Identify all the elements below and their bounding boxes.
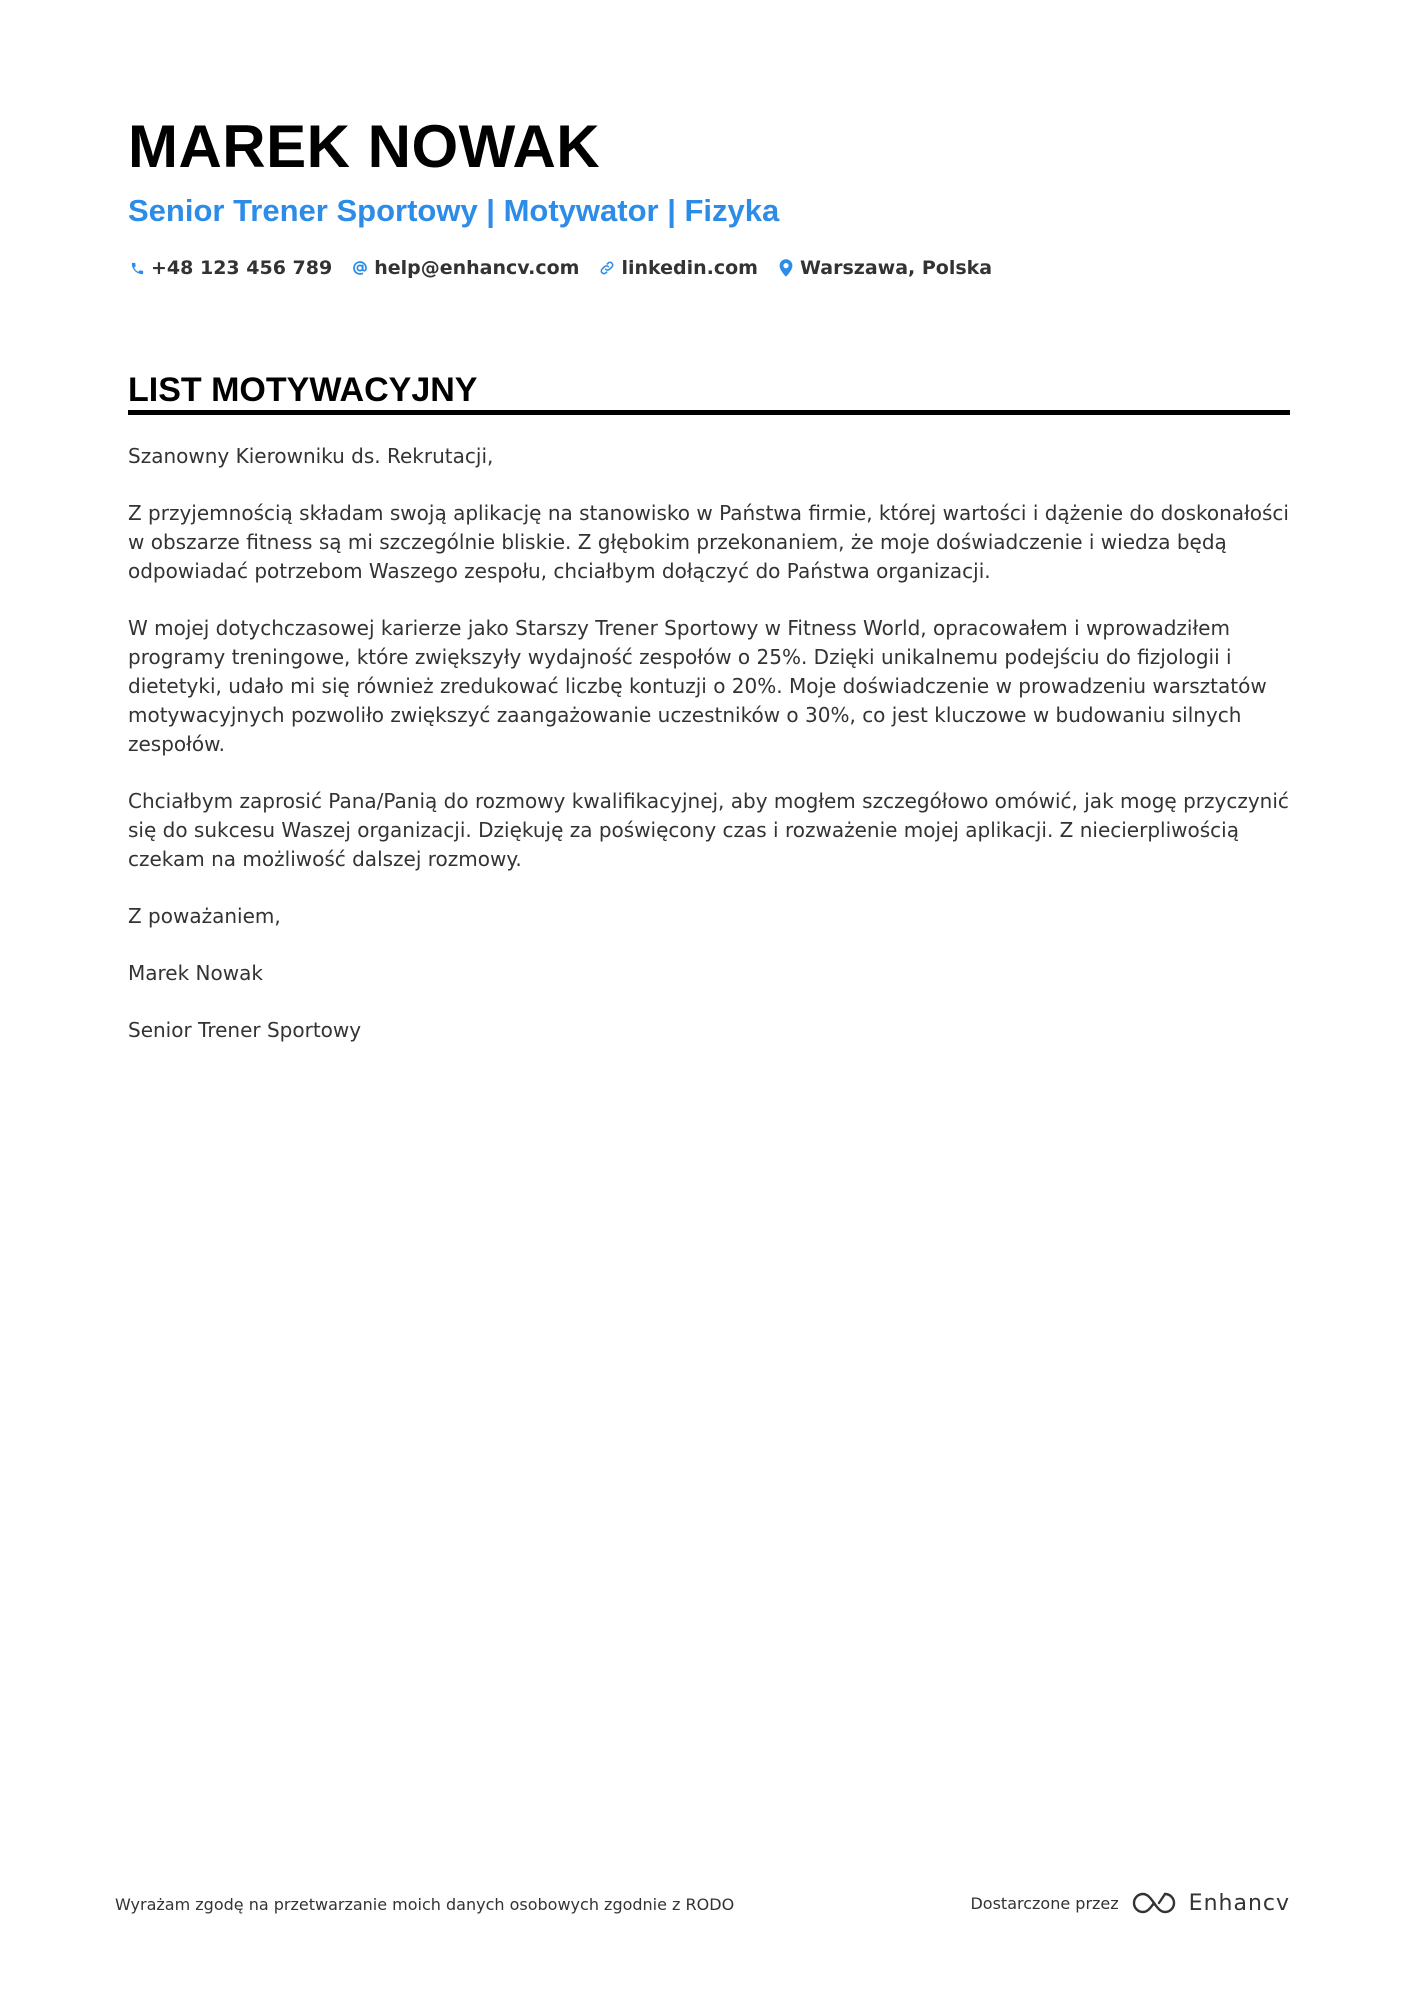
enhancv-logo-icon (1131, 1890, 1177, 1916)
letter-body (128, 442, 1290, 1073)
contact-phone-text: +48 123 456 789 (151, 257, 333, 279)
contact-email[interactable] (351, 257, 579, 279)
signature-name: Marek Nowak (128, 961, 263, 985)
contact-bar (128, 255, 1011, 281)
link-icon (598, 258, 616, 278)
contact-email-text: help@enhancv.com (374, 257, 580, 279)
contact-phone[interactable] (128, 257, 332, 279)
contact-linkedin-text: linkedin.com (621, 257, 758, 279)
letter-paragraph: Chciałbym zaprosić Pana/Panią do rozmowy kwalifikacyjnej, aby mogłem szczegółowo omówić, jak mogę przyczynić się do sukcesu Waszej organizacji. Dziękuję za poświęcony czas i rozważenie mojej aplikacji. Z niecierpliwością czekam na możliwość dalszej rozmowy. (128, 789, 1289, 871)
candidate-headline: Senior Trener Sportowy | Motywator | Fizyka (128, 193, 780, 228)
section-title: LIST MOTYWACYJNY (128, 371, 478, 409)
letter-salutation: Szanowny Kierowniku ds. Rekrutacji, (128, 444, 494, 468)
gdpr-consent: Wyrażam zgodę na przetwarzanie moich danych osobowych zgodnie z RODO (115, 1895, 735, 1914)
candidate-name: MAREK NOWAK (128, 113, 601, 180)
letter-paragraph: W mojej dotychczasowej karierze jako Starszy Trener Sportowy w Fitness World, opracowałem i wprowadziłem programy treningowe, które zwiększyły wydajność zespołów o 25%. Dzięki unikalnemu podejściu do fizjologii i dietetyki, udało mi się również zredukować liczbę kontuzji o 20%. Moje doświadczenie w prowadzeniu warsztatów motywacyjnych pozwoliło zwiększyć zaangażowanie uczestników o 30%, co jest kluczowe w budowaniu silnych zespołów. (128, 616, 1267, 756)
phone-icon (128, 258, 146, 278)
contact-location-text: Warszawa, Polska (799, 257, 993, 279)
contact-location (777, 257, 992, 279)
signature-title: Senior Trener Sportowy (128, 1018, 362, 1042)
map-pin-icon (777, 258, 795, 278)
enhancv-brand: Enhancv (1188, 1890, 1290, 1916)
contact-linkedin[interactable] (598, 257, 758, 279)
letter-closing: Z poważaniem, (128, 904, 281, 928)
letter-paragraph: Z przyjemnością składam swoją aplikację na stanowisko w Państwa firmie, której wartości i dążenie do doskonałości w obszarze fitness są mi szczególnie bliskie. Z głębokim przekonaniem, że moje doświadczenie i wiedza będą odpowiadać potrzebom Waszego zespołu, chciałbym dołączyć do Państwa organizacji. (128, 501, 1289, 583)
section-divider (128, 410, 1290, 415)
at-icon (351, 258, 369, 278)
powered-by[interactable] (970, 1887, 1290, 1919)
powered-by-label: Dostarczone przez (970, 1893, 1119, 1913)
